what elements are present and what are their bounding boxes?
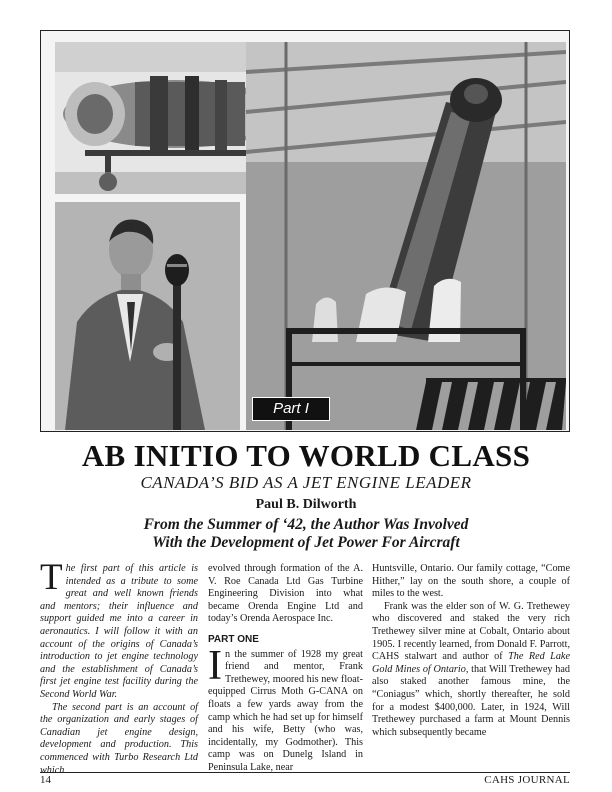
deck-line: From the Summer of ‘42, the Author Was Involved — [143, 516, 469, 533]
engine-hoist-workers-photo — [246, 42, 566, 430]
page-number: 14 — [40, 774, 51, 786]
paragraph: The second part is an account of the organization and early stages of Canadian jet engine design, development and production. This commenced with Turbo Research Ltd which — [40, 701, 198, 776]
column-2 — [208, 563, 363, 775]
paragraph: evolved through formation of the A. V. Roe Canada Ltd Gas Turbine Engineering Division into what became Orenda Engine Ltd and today’s Orenda Aerospace Inc. — [208, 563, 363, 625]
section-heading: PART ONE — [208, 633, 259, 645]
paragraph-text: he first part of this article is intended as a tribute to some great and well known friends and mentors; their influence and support guided me into a career in aeronautics. I will follow it with an account of the origins of Canada’s introduction to jet engine technology and the establishment of Canada’s first jet engine test facility during the Second World War. — [40, 563, 198, 700]
article-deck — [40, 516, 572, 552]
footer-rule — [40, 772, 570, 773]
deck-line: With the Development of Jet Power For Aircraft — [152, 534, 460, 551]
paragraph: Huntsville, Ontario. Our family cottage, “Come Hither,” lay on the south shore, a couple of miles to the west. — [372, 563, 570, 600]
book-title: The Red Lake Gold Mines of Ontario — [372, 651, 570, 675]
paragraph — [40, 557, 198, 702]
drop-cap: T — [40, 557, 63, 598]
drop-cap: I — [208, 642, 222, 689]
paragraph-text: Frank was the elder son of W. G. Trethewey who discovered and staked the very rich Trethewey silver mine at Cobalt, Ontario about 1905. I recently learned, from Donald F. Parrott, CAHS stalwart and author of — [372, 600, 570, 663]
journal-name: CAHS JOURNAL — [484, 774, 570, 786]
speaker-at-microphone-photo — [55, 202, 240, 430]
article-author: Paul B. Dilworth — [255, 497, 357, 512]
paragraph — [208, 642, 363, 775]
column-1 — [40, 557, 198, 777]
article-subtitle: CANADA’S BID AS A JET ENGINE LEADER — [140, 473, 472, 492]
column-3 — [372, 563, 570, 739]
part-label-badge: Part I — [252, 397, 330, 421]
paragraph-text: , that Will Trethewey had also staked another famous mine, the “Coniagus” which, shortly thereafter, he sold for a modest $400,000. Later, in 1924, Will Trethewey purchased a farm at Mount Dennis which subsequently became — [372, 663, 570, 738]
article-title: AB INITIO TO WORLD CLASS — [81, 438, 531, 473]
paragraph-text: n the summer of 1928 my great friend and mentor, Frank Trethewey, moored his new float-equipped Cirrus Moth G-CANA on floats a few yards away from the camp which he had set up for himself and his wife, Betty (who was, incidentally, my Godmother). This camp was on Dunelg Island in Peninsula Lake, near — [208, 648, 363, 773]
paragraph — [372, 601, 570, 740]
